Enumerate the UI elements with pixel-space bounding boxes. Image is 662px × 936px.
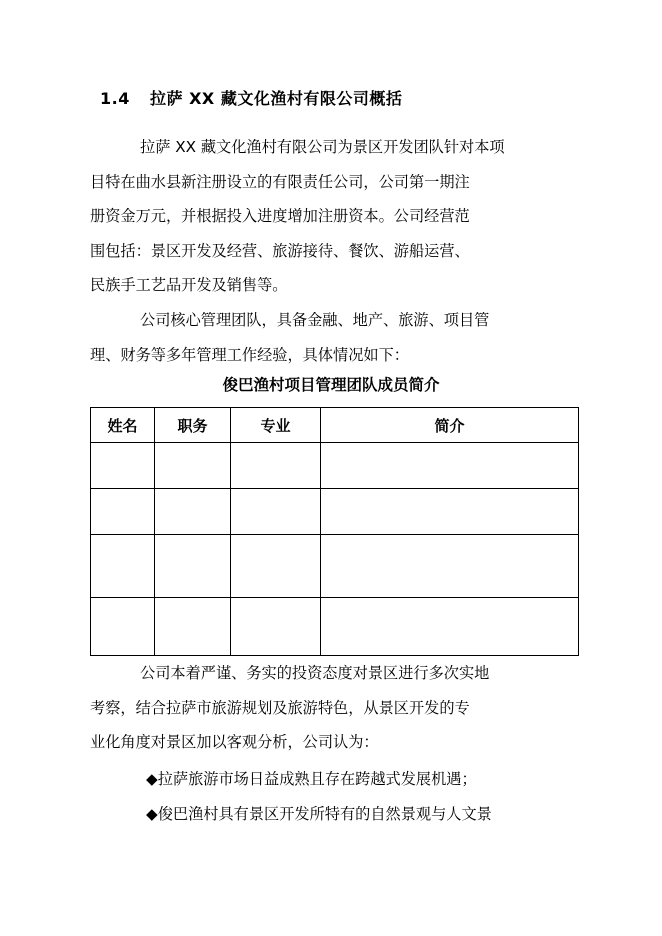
text-line: 围包括：景区开发及经营、旅游接待、餐饮、游船运营、 [90, 241, 470, 260]
list-item-text: 俊巴渔村具有景区开发所特有的自然景观与人文景 [157, 805, 492, 823]
table-cell [91, 598, 155, 656]
table-cell [321, 443, 579, 489]
table-row [91, 535, 579, 598]
section-title: 拉萨 XX 藏文化渔村有限公司概括 [150, 89, 403, 108]
list-item [146, 797, 492, 832]
diamond-bullet-icon: ◆ [146, 770, 158, 788]
text-line: 公司本着严谨、务实的投资态度对景区进行多次实地 [140, 664, 490, 682]
table-row [91, 598, 579, 656]
section-number: 1.4 [100, 89, 130, 108]
table-cell [155, 598, 231, 656]
table-cell [91, 443, 155, 489]
diamond-bullet-icon: ◆ [146, 805, 158, 823]
intro-paragraph [90, 130, 582, 303]
table-caption: 俊巴渔村项目管理团队成员简介 [222, 375, 440, 394]
list-item [146, 762, 492, 797]
header-position: 职务 [155, 408, 231, 443]
list-item-text: 拉萨旅游市场日益成熟且存在跨越式发展机遇； [157, 770, 477, 788]
table-cell [321, 598, 579, 656]
text-line: 公司核心管理团队，具备金融、地产、旅游、项目管 [140, 311, 490, 329]
text-line: 理、财务等多年管理工作经验，具体情况如下： [90, 345, 409, 364]
table-cell [155, 489, 231, 535]
table-header-row [91, 408, 579, 443]
table-cell [321, 535, 579, 598]
table-cell [231, 443, 321, 489]
header-name: 姓名 [91, 408, 155, 443]
text-line: 业化角度对景区加以客观分析，公司认为： [90, 733, 379, 752]
team-paragraph [90, 303, 582, 372]
conclusion-list [146, 762, 492, 832]
table-cell [231, 535, 321, 598]
section-heading [100, 86, 402, 109]
table-cell [231, 598, 321, 656]
table-cell [231, 489, 321, 535]
survey-paragraph [90, 656, 582, 760]
header-profile: 简介 [321, 408, 579, 443]
text-line: 拉萨 XX 藏文化渔村有限公司为景区开发团队针对本项 [140, 138, 505, 156]
table-cell [155, 535, 231, 598]
text-line: 考察，结合拉萨市旅游规划及旅游特色，从景区开发的专 [90, 698, 470, 717]
table-row [91, 489, 579, 535]
text-line: 目特在曲水县新注册设立的有限责任公司，公司第一期注 [90, 172, 470, 191]
table-cell [321, 489, 579, 535]
header-major: 专业 [231, 408, 321, 443]
text-line: 册资金万元，并根据投入进度增加注册资本。公司经营范 [90, 207, 470, 226]
table-cell [155, 443, 231, 489]
text-line: 民族手工艺品开发及销售等。 [90, 276, 288, 295]
table-cell [91, 489, 155, 535]
table-row [91, 443, 579, 489]
team-table [90, 407, 579, 656]
table-cell [91, 535, 155, 598]
